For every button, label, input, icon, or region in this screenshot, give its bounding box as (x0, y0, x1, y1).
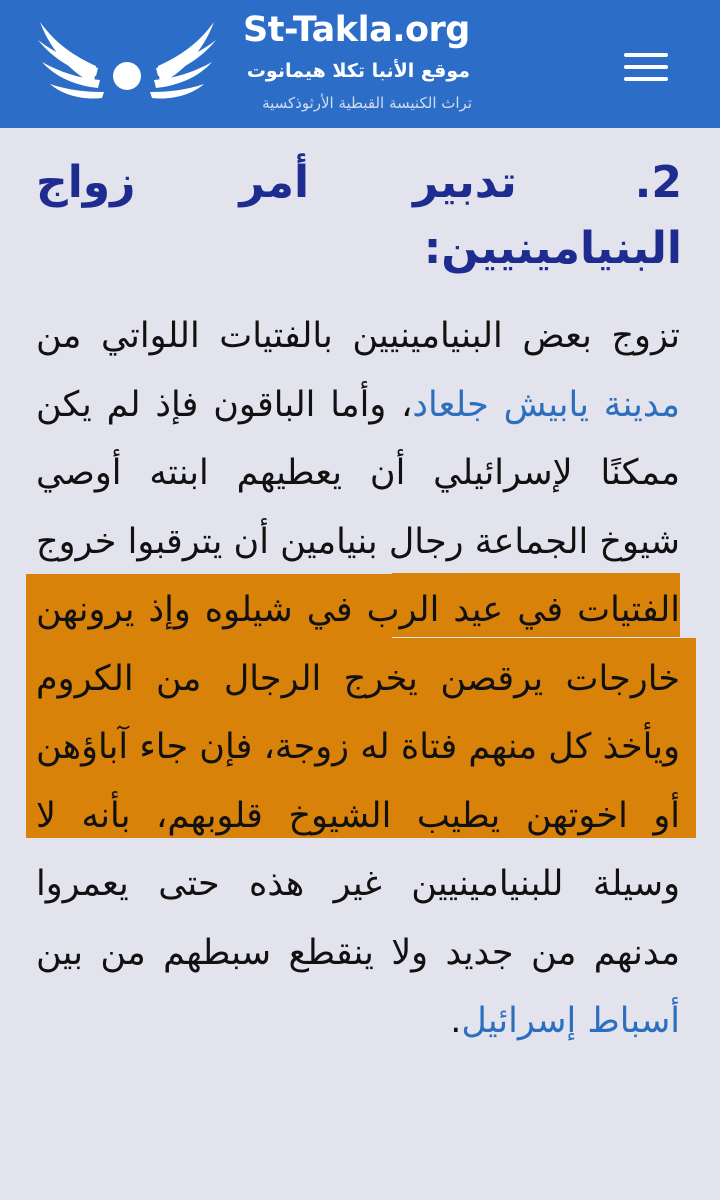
menu-bar (624, 53, 668, 57)
site-header (0, 0, 720, 128)
site-name[interactable]: St-Takla.org (243, 10, 470, 50)
section-number: 2. (634, 157, 682, 208)
menu-bar (624, 65, 668, 69)
hamburger-menu-icon[interactable] (618, 48, 674, 86)
paragraph-text: تزوج بعض البنيامينيين بالفتيات اللواتي من (36, 316, 680, 356)
section-title: تدبير أمر زواج البنيامينيين: (36, 157, 682, 274)
paragraph-text: زوجة، فإن جاء آباؤهن أو اخوتهن يطيب الشيوخ قلوبهم، بأنه لا وسيلة للبنيامينيين غير هذه حتى يعمروا مدنهم من جديد ولا ينقطع سبطهم من بين (36, 727, 680, 973)
winged-logo-icon[interactable] (34, 14, 220, 112)
end-punctuation: . (450, 1001, 462, 1041)
section-heading (36, 150, 682, 282)
menu-bar (624, 77, 668, 81)
link-jabesh-gilead[interactable]: مدينة يابيش جلعاد (412, 384, 680, 425)
paragraph-text: ، وأما الباقون فإذ لم يكن ممكنًا لإسرائيلي أن يعطيهم ابنته أوصي شيوخ الجماعة رجال بنيامين (36, 384, 680, 562)
site-name-arabic: موقع الأنبا تكلا هيمانوت (246, 60, 470, 82)
link-tribes-of-israel[interactable]: أسباط إسرائيل (461, 1001, 680, 1041)
article-paragraph (36, 302, 680, 1056)
site-tagline: تراث الكنيسة القبطية الأرثوذكسية (262, 94, 472, 112)
highlighted-text: أن يترقبوا خروج الفتيات في عيد الرب في شيلوه وإذ يرونهن خارجات يرقصن يخرج الرجال من الكروم ويأخذ كل منهم فتاة له (36, 521, 680, 767)
